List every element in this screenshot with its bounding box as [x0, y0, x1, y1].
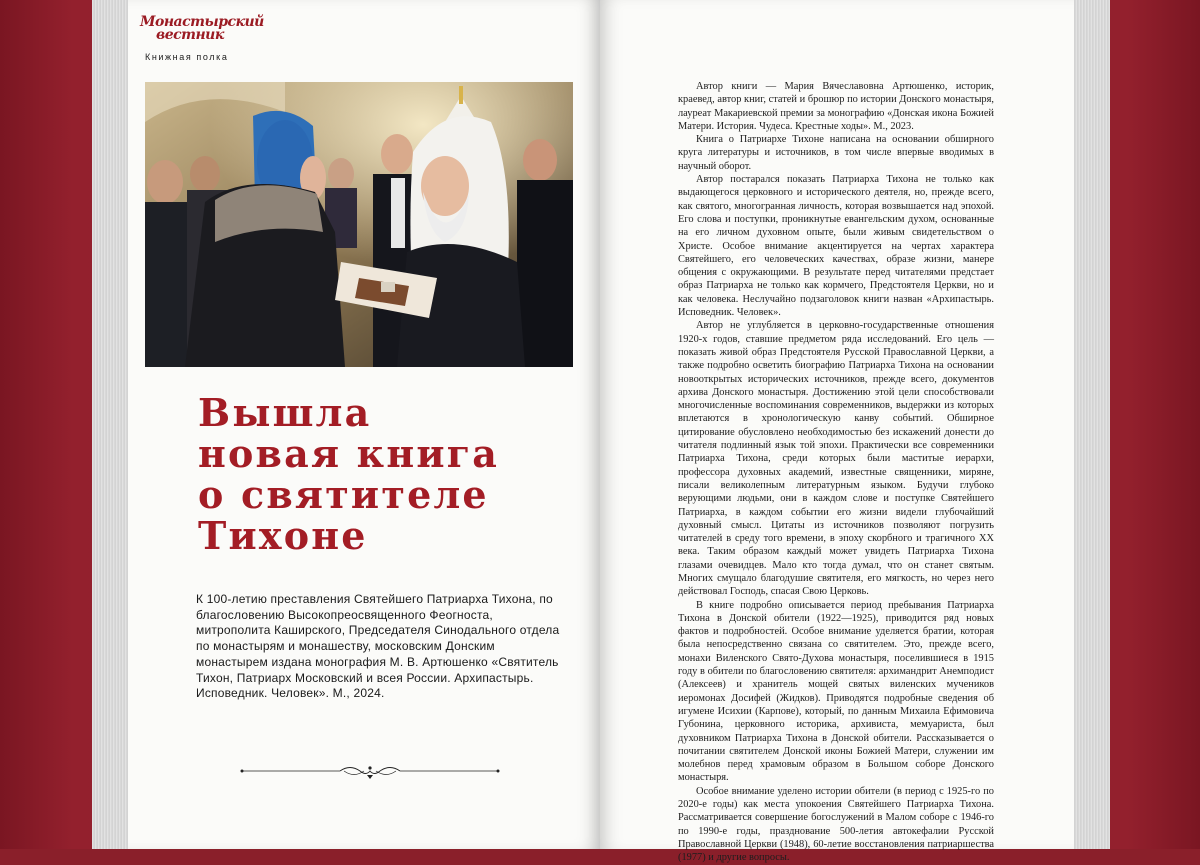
headline-line-3: о святителе: [198, 472, 489, 517]
photo-patriarch-with-book-icon: [145, 82, 573, 367]
article-body: [678, 80, 994, 865]
headline-line-2: новая книга: [198, 431, 500, 476]
decorative-divider-icon: [240, 762, 500, 780]
lead-paragraph: К 100-летию преставления Святейшего Патриарха Тихона, по благословению Высокопреосвященного Феогноста, митрополита Каширского, Председателя Синодального отдела по монастырям и монашеству, московским Донским монастырем издана монография М. В. Артюшенко «Святитель Тихон, Патриарх Московский и всея России. Архипастырь. Исповедник. Человек». М., 2024.: [196, 592, 560, 701]
left-page: [128, 0, 600, 849]
page-edges-left: [92, 0, 128, 849]
magazine-logo: [140, 14, 264, 43]
body-paragraph: Книга о Патриархе Тихоне написана на основании обширного круга литературы и источников, в том числе впервые вводимых в научный оборот.: [678, 134, 994, 172]
page-edges-right: [1074, 0, 1110, 849]
body-paragraph: В книге подробно описывается период пребывания Патриарха Тихона в Донской обители (1922—1925), приводится ряд новых фактов и подробностей. Особое внимание уделяется братии, которая была непосредственно связана со святителем. Это, прежде всего, монахи Виленского Свято-Духова монастыря, поселившиеся в 1915 году в обители по благословению святителя: архимандрит Анемподист (Алексеев) и хранитель мощей святых виленских мучеников иеромонах Досифей (Жидков). Приводятся подробные сведения об игумене Исихии (Карпове), который, по данным Михаила Ефимовича Губонина, церковного историка, архивиста, мемуариста, был духовником Патриарха Тихона в Донской обители. Рассказывается о почитании святителем Донской иконы Божией Матери, служении им молебнов перед храмовым образом в Большом соборе Донского монастыря.: [678, 599, 994, 784]
article-photo: [145, 82, 573, 367]
article-headline: [198, 392, 588, 556]
body-paragraph: Автор постарался показать Патриарха Тихона не только как выдающегося церковного и исторического деятеля, но, прежде всего, как святого, многогранная личность, которая возвышается над эпохой. Его слова и поступки, проникнутые евангельским духом, основанные на его личном духовном опыте, были живым свидетельством о Христе. Особое внимание акцентируется на чертах характера Святейшего, его человеческих качествах, образе жизни, манере общения с окружающими. В результате перед читателями предстает образ Патриарха не только как кормчего, Предстоятеля Церкви, но и как человека. Неслучайно подзаголовок книги назван «Архипастырь. Исповедник. Человек».: [678, 174, 994, 319]
headline-line-4: Тихоне: [198, 513, 368, 558]
logo-line-2: вестник: [156, 27, 224, 43]
body-paragraph: Автор книги — Мария Вячеславовна Артюшенко, историк, краевед, автор книг, статей и брошюр по истории Донского монастыря, лауреат Макариевской премии за монографию «Донская икона Божией Матери. История. Чудеса. Крестные ходы». М., 2023.: [678, 81, 994, 132]
logo-line-1: Монастырский: [140, 14, 264, 30]
section-label: Книжная полка: [145, 52, 229, 62]
headline-line-1: Вышла: [198, 390, 372, 435]
right-page: [600, 0, 1074, 864]
body-paragraph: Особое внимание уделено истории обители (в период с 1925-го по 2020-е годы) как места упокоения Святейшего Патриарха Тихона. Рассматривается совершение богослужений в Малом соборе с 1946-го по 1990-е годы, празднование 500-летия автокефалии Русской Православной Церкви (1948), 60-летие восстановления патриаршества (1977) и другие вопросы.: [678, 785, 994, 864]
body-paragraph: Автор не углубляется в церковно-государственные отношения 1920-х годов, ставшие предметом ряда исследований. Его цель — показать живой образ Предстоятеля Русской Православной Церкви, а также подробно осветить биографию Патриарха Тихона на основании новооткрытых исторических источников, прежде всего, документов архива Донского монастыря. Достижению этой цели способствовали многочисленные воспоминания современников, выдержки из которых вплетаются в хронологическую канву событий. Обширное цитирование обусловлено необходимостью без искажений донести до читателя подлинный язык той эпохи. Практически все современники Патриарха Тихона, среди которых были маститые иерархи, профессора духовных академий, известные священники, миряне, писали великолепным литературным языком. Будучи глубоко верующими людьми, они в каждом слове и поступке Святейшего Патриарха, в каждом событии его жизни видели глубочайший духовный смысл. Цитаты из источников позволяют погрузить читателей в среду того времени, в эпоху скорбного и трагичного XX века. Таким образом каждый может увидеть Патриарха Тихона глазами очевидцев. Мало кто тогда думал, что он станет святым. Многих смущало благодушие святителя, его мягкость, но через него действовал Господь, спасая Свою Церковь.: [678, 320, 994, 598]
